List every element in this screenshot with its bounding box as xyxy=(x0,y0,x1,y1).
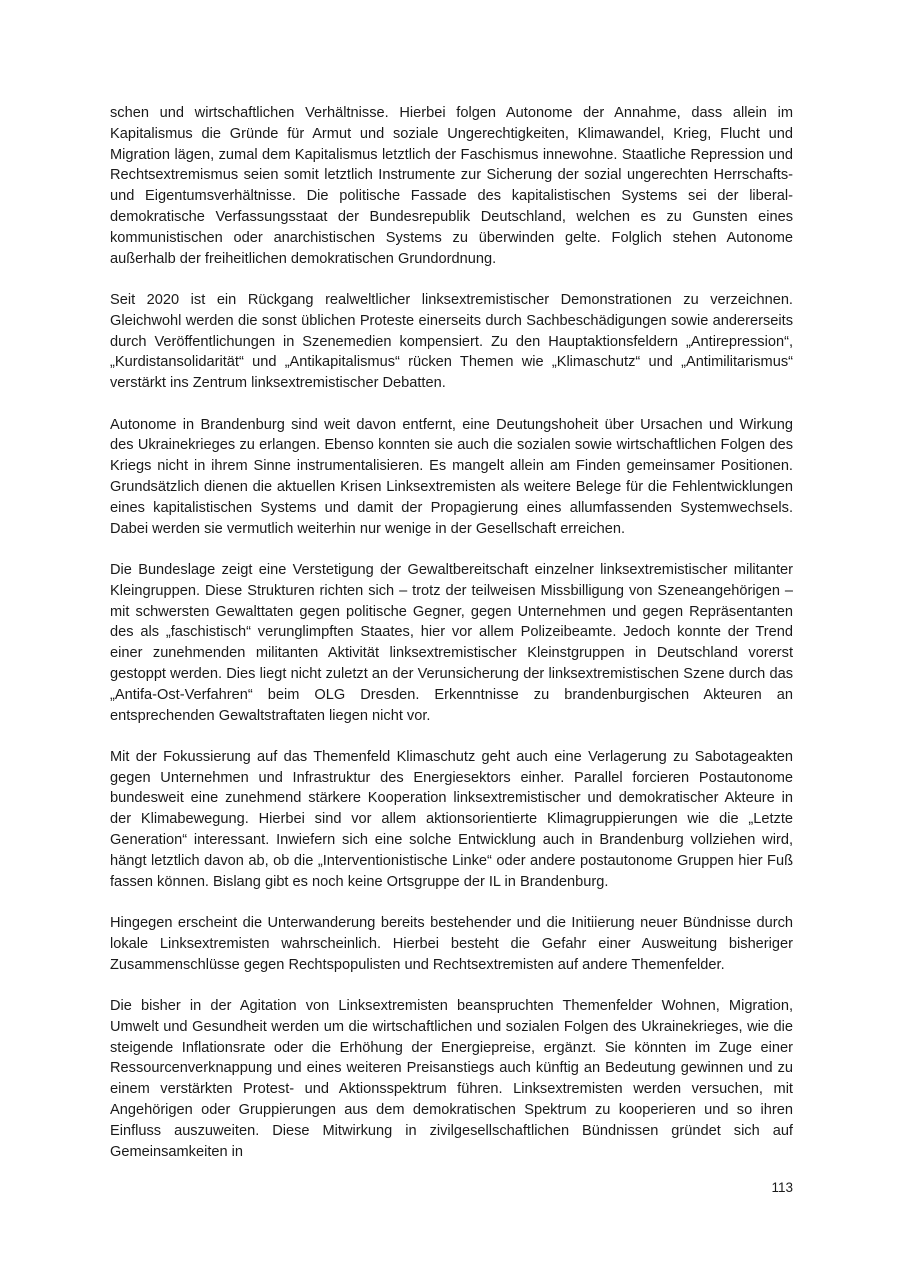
paragraph: schen und wirtschaftlichen Verhältnisse. Hierbei folgen Autonome der Annahme, dass allein im Kapitalismus die Gründe für Armut und soziale Ungerechtigkeiten, Klimawandel, Krieg, Flucht und Migration lägen, zumal dem Kapitalismus letztlich der Faschismus innewohne. Staatliche Repression und Rechtsextremismus seien somit letztlich Instrumente zur Sicherung der sozial ungerechten Herrschafts- und Eigentumsverhältnisse. Die politische Fassade des kapitalistischen Systems sei der liberal-demokratische Verfassungsstaat der Bundesrepublik Deutschland, welchen es zu Gunsten eines kommunistischen oder anarchistischen Systems zu überwinden gelte. Folglich stehen Autonome außerhalb der freiheitlichen demokratischen Grundordnung. xyxy=(110,105,793,267)
paragraph: Die bisher in der Agitation von Linksextremisten beanspruchten Themenfelder Wohnen, Migration, Umwelt und Gesundheit werden um die wirtschaftlichen und sozialen Folgen des Ukrainekrieges, wie die steigende Inflationsrate oder die Erhöhung der Energiepreise, ergänzt. Sie könnten im Zuge einer Ressourcenverknappung und eines weiteren Preisanstiegs auch künftig an Bedeutung gewinnen und zu einem verstärkten Protest- und Aktionsspektrum führen. Linksextremisten werden versuchen, mit Angehörigen oder Gruppierungen aus dem demokratischen Spektrum zu kooperieren und so ihren Einfluss auszuweiten. Diese Mitwirkung in zivilgesellschaftlichen Bündnissen gründet sich auf Gemeinsamkeiten in xyxy=(110,998,793,1160)
page-number: 113 xyxy=(771,1180,793,1195)
body-text xyxy=(110,103,793,1183)
paragraph: Hingegen erscheint die Unterwanderung bereits bestehender und die Initiierung neuer Bündnisse durch lokale Linksextremisten wahrscheinlich. Hierbei besteht die Gefahr einer Ausweitung bisheriger Zusammenschlüsse gegen Rechtspopulisten und Rechtsextremisten auf andere Themenfelder. xyxy=(110,915,793,973)
paragraph: Autonome in Brandenburg sind weit davon entfernt, eine Deutungshoheit über Ursachen und Wirkung des Ukrainekrieges zu erlangen. Ebenso konnten sie auch die sozialen sowie wirtschaftlichen Folgen des Kriegs nicht in ihrem Sinne instrumentalisieren. Es mangelt allein am Finden gemeinsamer Positionen. Grundsätzlich dienen die aktuellen Krisen Linksextremisten als weitere Belege für die Fehlentwicklungen eines kapitalistischen Systems und damit der Propagierung eines allumfassenden Systemwechsels. Dabei werden sie vermutlich weiterhin nur wenige in der Gesellschaft erreichen. xyxy=(110,416,793,537)
paragraph: Mit der Fokussierung auf das Themenfeld Klimaschutz geht auch eine Verlagerung zu Sabotageakten gegen Unternehmen und Infrastruktur des Energiesektors einher. Parallel forcieren Postautonome bundesweit eine zunehmend stärkere Kooperation linksextremistischer und demokratischer Akteure in der Klimabewegung. Hierbei sind vor allem aktionsorientierte Klimagruppierungen wie die „Letzte Generation“ interessant. Inwiefern sich eine solche Entwicklung auch in Brandenburg vollziehen wird, hängt letztlich davon ab, ob die „Interventionistische Linke“ oder andere postautonome Gruppen hier Fuß fassen können. Bislang gibt es noch keine Ortsgruppe der IL in Brandenburg. xyxy=(110,748,793,890)
paragraph: Seit 2020 ist ein Rückgang realweltlicher linksextremistischer Demonstrationen zu verzeichnen. Gleichwohl werden die sonst üblichen Proteste einerseits durch Sachbeschädigungen sowie andererseits durch Veröffentlichungen in Szenemedien kompensiert. Zu den Hauptaktionsfeldern „Antirepression“, „Kurdistansolidarität“ und „Antikapitalismus“ rücken Themen wie „Klimaschutz“ und „Antimilitarismus“ verstärkt ins Zentrum linksextremistischer Debatten. xyxy=(110,291,793,392)
paragraph: Die Bundeslage zeigt eine Verstetigung der Gewaltbereitschaft einzelner linksextremistischer militanter Kleingruppen. Diese Strukturen richten sich – trotz der teilweisen Missbilligung von Szeneangehörigen – mit schwersten Gewalttaten gegen politische Gegner, gegen Unternehmen und gegen Repräsentanten des als „faschistisch“ verunglimpften Staates, hier vor allem Polizeibeamte. Jedoch konnte der Trend einer zunehmenden militanten Aktivität linksextremistischer Kleinstgruppen in Deutschland vorerst gestoppt werden. Dies liegt nicht zuletzt an der Verunsicherung der linksextremistischen Szene durch das „Antifa-Ost-Verfahren“ beim OLG Dresden. Erkenntnisse zu brandenburgischen Akteuren an entsprechenden Gewaltstraftaten liegen nicht vor. xyxy=(110,561,793,724)
